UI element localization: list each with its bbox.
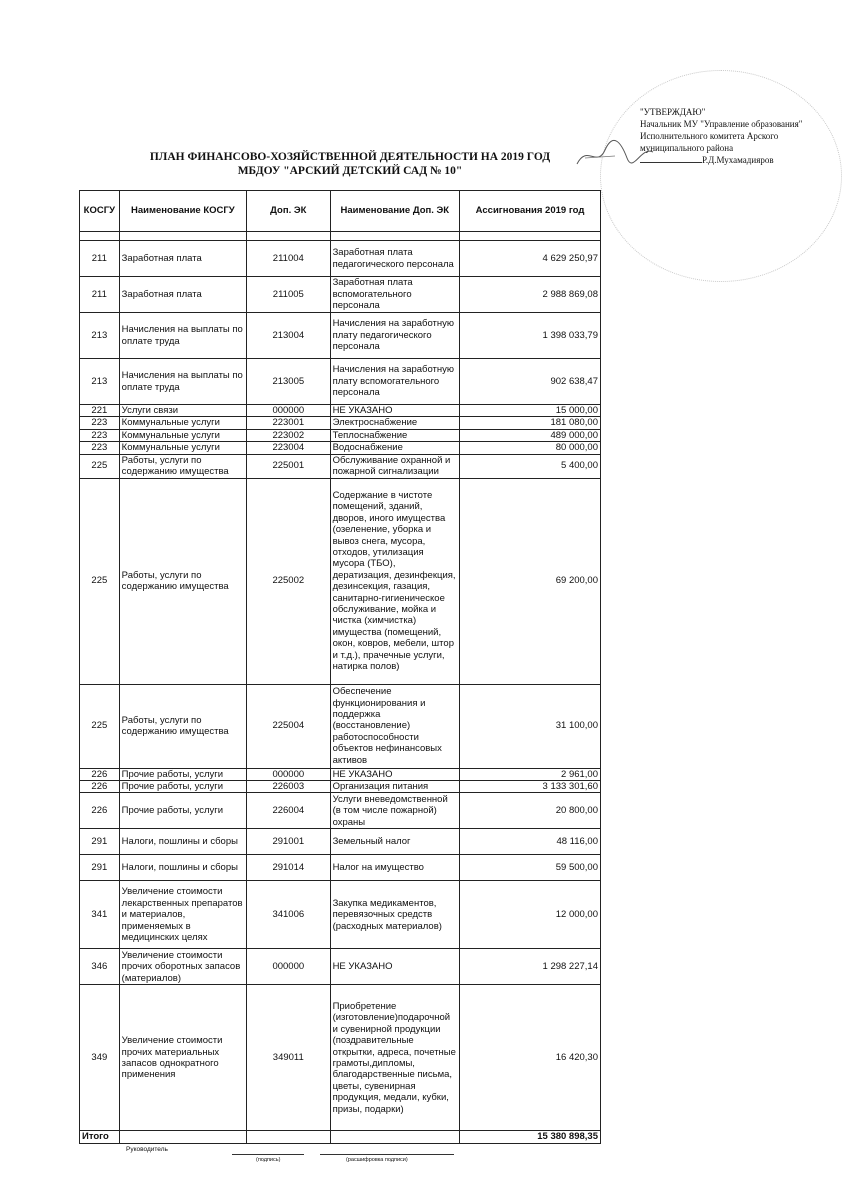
cell-kosgu-name: Налоги, пошлины и сборы bbox=[119, 829, 246, 855]
cell-dop-ek: 223004 bbox=[247, 442, 331, 454]
approval-line2: Исполнительного комитета Арского bbox=[640, 131, 779, 141]
table-row bbox=[80, 781, 601, 793]
cell-kosgu: 226 bbox=[80, 781, 120, 793]
table-header-row bbox=[80, 191, 601, 232]
cell-dop-ek-name: Начисления на заработную плату педагогического персонала bbox=[330, 313, 459, 359]
official-stamp bbox=[600, 70, 842, 282]
cell-allocation: 59 500,00 bbox=[460, 855, 601, 881]
total-label: Итого bbox=[80, 1131, 120, 1143]
cell-kosgu: 291 bbox=[80, 855, 120, 881]
cell-dop-ek-name: НЕ УКАЗАНО bbox=[330, 768, 459, 780]
cell-dop-ek: 341006 bbox=[247, 881, 331, 949]
cell-allocation: 2 988 869,08 bbox=[460, 277, 601, 313]
cell-allocation: 3 133 301,60 bbox=[460, 781, 601, 793]
cell-dop-ek-name: Обслуживание охранной и пожарной сигнализации bbox=[330, 454, 459, 478]
table-row bbox=[80, 881, 601, 949]
cell-dop-ek: 223002 bbox=[247, 429, 331, 441]
cell-kosgu: 349 bbox=[80, 985, 120, 1131]
cell-dop-ek: 000000 bbox=[247, 768, 331, 780]
cell-allocation: 1 398 033,79 bbox=[460, 313, 601, 359]
cell-dop-ek: 225001 bbox=[247, 454, 331, 478]
cell-dop-ek-name: Водоснабжение bbox=[330, 442, 459, 454]
cell-dop-ek: 291014 bbox=[247, 855, 331, 881]
table-row bbox=[80, 829, 601, 855]
cell-dop-ek-name: Обеспечение функционирования и поддержка (восстановление) работоспособности объектов нефинансовых активов bbox=[330, 684, 459, 768]
cell-kosgu-name: Увеличение стоимости прочих оборотных запасов (материалов) bbox=[119, 949, 246, 985]
cell-dop-ek: 213004 bbox=[247, 313, 331, 359]
cell-allocation: 2 961,00 bbox=[460, 768, 601, 780]
table-row bbox=[80, 454, 601, 478]
cell-dop-ek-name: Заработная плата вспомогательного персонала bbox=[330, 277, 459, 313]
cell-kosgu: 225 bbox=[80, 454, 120, 478]
cell-kosgu-name: Прочие работы, услуги bbox=[119, 768, 246, 780]
approval-line3: муниципального района bbox=[640, 143, 734, 153]
cell-kosgu: 226 bbox=[80, 768, 120, 780]
cell-kosgu: 223 bbox=[80, 429, 120, 441]
cell-dop-ek: 223001 bbox=[247, 417, 331, 429]
approval-block bbox=[640, 106, 850, 166]
table-row bbox=[80, 768, 601, 780]
cell-kosgu: 346 bbox=[80, 949, 120, 985]
cell-kosgu-name: Прочие работы, услуги bbox=[119, 793, 246, 829]
cell-kosgu: 211 bbox=[80, 241, 120, 277]
cell-kosgu-name: Начисления на выплаты по оплате труда bbox=[119, 313, 246, 359]
cell-allocation: 31 100,00 bbox=[460, 684, 601, 768]
cell-allocation: 489 000,00 bbox=[460, 429, 601, 441]
table-row bbox=[80, 949, 601, 985]
cell-allocation: 15 000,00 bbox=[460, 405, 601, 417]
cell-kosgu: 341 bbox=[80, 881, 120, 949]
table-row bbox=[80, 429, 601, 441]
cell-kosgu: 213 bbox=[80, 359, 120, 405]
header-dop-ek-name: Наименование Доп. ЭК bbox=[330, 191, 459, 232]
cell-kosgu-name: Заработная плата bbox=[119, 277, 246, 313]
cell-kosgu-name: Прочие работы, услуги bbox=[119, 781, 246, 793]
total-row bbox=[80, 1131, 601, 1143]
cell-kosgu: 211 bbox=[80, 277, 120, 313]
spacer-row bbox=[80, 232, 601, 241]
header-dop-ek: Доп. ЭК bbox=[247, 191, 331, 232]
cell-dop-ek-name: Начисления на заработную плату вспомогательного персонала bbox=[330, 359, 459, 405]
cell-kosgu-name: Работы, услуги по содержанию имущества bbox=[119, 684, 246, 768]
finance-plan-table bbox=[79, 190, 601, 1144]
head-label: Руководитель bbox=[126, 1146, 168, 1153]
cell-allocation: 16 420,30 bbox=[460, 985, 601, 1131]
cell-kosgu-name: Услуги связи bbox=[119, 405, 246, 417]
signature-caption: (подпись) bbox=[256, 1157, 281, 1163]
cell-kosgu: 213 bbox=[80, 313, 120, 359]
table-row bbox=[80, 313, 601, 359]
cell-kosgu-name: Коммунальные услуги bbox=[119, 442, 246, 454]
cell-dop-ek-name: Закупка медикаментов, перевязочных средств (расходных материалов) bbox=[330, 881, 459, 949]
cell-dop-ek-name: Земельный налог bbox=[330, 829, 459, 855]
cell-allocation: 80 000,00 bbox=[460, 442, 601, 454]
cell-dop-ek: 000000 bbox=[247, 949, 331, 985]
cell-allocation: 181 080,00 bbox=[460, 417, 601, 429]
decoding-line bbox=[320, 1154, 454, 1155]
cell-kosgu: 291 bbox=[80, 829, 120, 855]
cell-kosgu: 223 bbox=[80, 417, 120, 429]
cell-allocation: 1 298 227,14 bbox=[460, 949, 601, 985]
cell-allocation: 5 400,00 bbox=[460, 454, 601, 478]
table-row bbox=[80, 855, 601, 881]
table-row bbox=[80, 442, 601, 454]
cell-dop-ek-name: Заработная плата педагогического персонала bbox=[330, 241, 459, 277]
approval-heading: "УТВЕРЖДАЮ" bbox=[640, 107, 706, 117]
cell-dop-ek: 226004 bbox=[247, 793, 331, 829]
cell-dop-ek: 225004 bbox=[247, 684, 331, 768]
cell-kosgu-name: Коммунальные услуги bbox=[119, 429, 246, 441]
cell-kosgu-name: Увеличение стоимости прочих материальных запасов однократного применения bbox=[119, 985, 246, 1131]
cell-dop-ek: 000000 bbox=[247, 405, 331, 417]
cell-kosgu-name: Работы, услуги по содержанию имущества bbox=[119, 478, 246, 684]
cell-kosgu: 226 bbox=[80, 793, 120, 829]
table-row bbox=[80, 277, 601, 313]
cell-kosgu: 221 bbox=[80, 405, 120, 417]
approval-line1: Начальник МУ "Управление образования" bbox=[640, 119, 803, 129]
table-row bbox=[80, 985, 601, 1131]
table-row bbox=[80, 417, 601, 429]
cell-dop-ek-name: Электроснабжение bbox=[330, 417, 459, 429]
cell-dop-ek: 291001 bbox=[247, 829, 331, 855]
table-row bbox=[80, 241, 601, 277]
cell-dop-ek: 225002 bbox=[247, 478, 331, 684]
title-line1: ПЛАН ФИНАНСОВО-ХОЗЯЙСТВЕННОЙ ДЕЯТЕЛЬНОСТИ НА 2019 ГОД bbox=[149, 151, 551, 163]
cell-dop-ek-name: Услуги вневедомственной (в том числе пожарной) охраны bbox=[330, 793, 459, 829]
table-row bbox=[80, 793, 601, 829]
cell-dop-ek: 211005 bbox=[247, 277, 331, 313]
cell-kosgu: 225 bbox=[80, 478, 120, 684]
header-allocations: Ассигнования 2019 год bbox=[460, 191, 601, 232]
header-kosgu: КОСГУ bbox=[80, 191, 120, 232]
cell-allocation: 20 800,00 bbox=[460, 793, 601, 829]
cell-dop-ek-name: НЕ УКАЗАНО bbox=[330, 949, 459, 985]
table-row bbox=[80, 359, 601, 405]
cell-kosgu-name: Заработная плата bbox=[119, 241, 246, 277]
cell-dop-ek-name: Теплоснабжение bbox=[330, 429, 459, 441]
cell-dop-ek-name: Содержание в чистоте помещений, зданий, дворов, иного имущества (озеленение, уборка и вывоз снега, мусора, отходов, утилизация мусора (ТБО), дератизация, дезинфекция, дезинсекция, газация, санитарно-гигиеническое обслуживание, мойка и чистка (химчистка) имущества (помещений, окон, ковров, мебели, штор и т.д.), прачечные услуги, натирка полов) bbox=[330, 478, 459, 684]
cell-dop-ek: 211004 bbox=[247, 241, 331, 277]
cell-allocation: 902 638,47 bbox=[460, 359, 601, 405]
document-title bbox=[140, 150, 560, 178]
approval-name: Р.Д.Мухамадияров bbox=[702, 155, 774, 165]
cell-kosgu: 225 bbox=[80, 684, 120, 768]
cell-kosgu-name: Увеличение стоимости лекарственных препаратов и материалов, применяемых в медицинских целях bbox=[119, 881, 246, 949]
cell-dop-ek: 213005 bbox=[247, 359, 331, 405]
table-row bbox=[80, 405, 601, 417]
cell-allocation: 48 116,00 bbox=[460, 829, 601, 855]
decoding-caption: (расшифровка подписи) bbox=[346, 1157, 408, 1163]
cell-dop-ek: 349011 bbox=[247, 985, 331, 1131]
cell-allocation: 69 200,00 bbox=[460, 478, 601, 684]
cell-dop-ek-name: Приобретение (изготовление)подарочной и сувенирной продукции (поздравительные открытки, адреса, почетные грамоты,дипломы, благодарственные письма, цветы, сувенирная продукция, медали, кубки, призы, подарки) bbox=[330, 985, 459, 1131]
cell-kosgu-name: Коммунальные услуги bbox=[119, 417, 246, 429]
cell-allocation: 12 000,00 bbox=[460, 881, 601, 949]
cell-kosgu-name: Работы, услуги по содержанию имущества bbox=[119, 454, 246, 478]
cell-dop-ek-name: НЕ УКАЗАНО bbox=[330, 405, 459, 417]
title-line2: МБДОУ "АРСКИЙ ДЕТСКИЙ САД № 10" bbox=[237, 165, 463, 177]
cell-dop-ek-name: Налог на имущество bbox=[330, 855, 459, 881]
approval-signatory bbox=[640, 154, 850, 166]
total-value: 15 380 898,35 bbox=[460, 1131, 601, 1143]
cell-dop-ek: 226003 bbox=[247, 781, 331, 793]
cell-kosgu-name: Начисления на выплаты по оплате труда bbox=[119, 359, 246, 405]
cell-dop-ek-name: Организация питания bbox=[330, 781, 459, 793]
header-kosgu-name: Наименование КОСГУ bbox=[119, 191, 246, 232]
table-row bbox=[80, 478, 601, 684]
table-row bbox=[80, 684, 601, 768]
signature-line bbox=[232, 1154, 304, 1155]
cell-kosgu-name: Налоги, пошлины и сборы bbox=[119, 855, 246, 881]
cell-kosgu: 223 bbox=[80, 442, 120, 454]
cell-allocation: 4 629 250,97 bbox=[460, 241, 601, 277]
